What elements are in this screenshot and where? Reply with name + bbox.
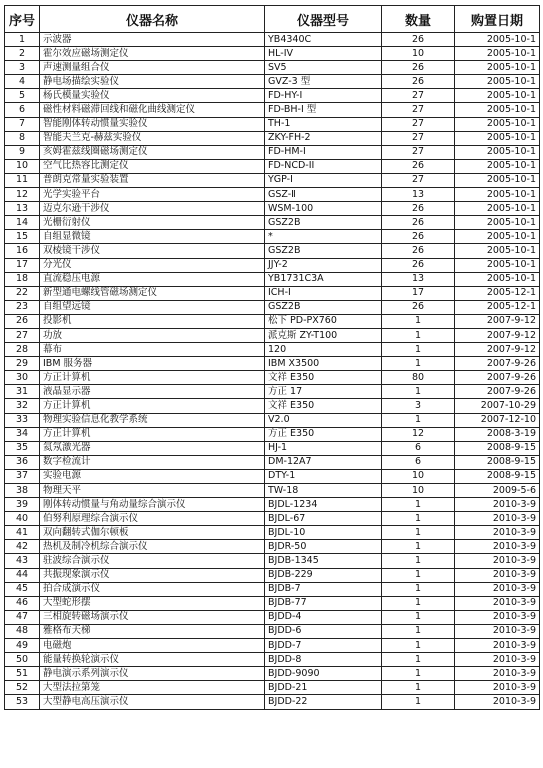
cell-instrument-name: 数字检流计	[40, 455, 265, 469]
cell-quantity: 6	[382, 455, 455, 469]
cell-instrument-model: GSZ2B	[265, 244, 382, 258]
cell-quantity: 1	[382, 357, 455, 371]
cell-serial-number: 22	[5, 286, 40, 300]
cell-quantity: 1	[382, 653, 455, 667]
cell-quantity: 1	[382, 582, 455, 596]
cell-quantity: 13	[382, 272, 455, 286]
cell-purchase-date: 2007-9-26	[455, 385, 540, 399]
cell-instrument-name: 智能刚体转动惯量实验仪	[40, 117, 265, 131]
cell-quantity: 27	[382, 173, 455, 187]
cell-quantity: 3	[382, 399, 455, 413]
cell-instrument-name: 亥姆霍兹线圈磁场测定仪	[40, 145, 265, 159]
cell-serial-number: 47	[5, 610, 40, 624]
cell-purchase-date: 2005-10-1	[455, 33, 540, 47]
cell-instrument-name: 直流稳压电源	[40, 272, 265, 286]
cell-instrument-name: 伯努利原理综合演示仪	[40, 512, 265, 526]
cell-serial-number: 42	[5, 540, 40, 554]
cell-purchase-date: 2010-3-9	[455, 667, 540, 681]
cell-instrument-model: BJDB-77	[265, 596, 382, 610]
cell-instrument-model: 松下 PD-PX760	[265, 314, 382, 328]
cell-serial-number: 2	[5, 47, 40, 61]
table-row	[5, 385, 540, 399]
table-row	[5, 188, 540, 202]
cell-instrument-model: DM-12A7	[265, 455, 382, 469]
cell-instrument-model: TH-1	[265, 117, 382, 131]
cell-quantity: 26	[382, 75, 455, 89]
cell-serial-number: 5	[5, 89, 40, 103]
cell-instrument-name: 氦氖激光器	[40, 441, 265, 455]
cell-purchase-date: 2010-3-9	[455, 554, 540, 568]
cell-instrument-model: BJDL-67	[265, 512, 382, 526]
cell-quantity: 12	[382, 427, 455, 441]
cell-instrument-model: YGP-Ⅰ	[265, 173, 382, 187]
table-row	[5, 145, 540, 159]
cell-instrument-name: 示波器	[40, 33, 265, 47]
table-row	[5, 230, 540, 244]
cell-purchase-date: 2005-10-1	[455, 47, 540, 61]
cell-instrument-model: V2.0	[265, 413, 382, 427]
cell-quantity: 1	[382, 667, 455, 681]
cell-instrument-name: 声速测量组合仪	[40, 61, 265, 75]
cell-instrument-model: FD-HM-I	[265, 145, 382, 159]
header-row	[5, 6, 540, 33]
cell-purchase-date: 2010-3-9	[455, 653, 540, 667]
cell-purchase-date: 2010-3-9	[455, 610, 540, 624]
table-row	[5, 554, 540, 568]
cell-serial-number: 11	[5, 173, 40, 187]
cell-instrument-model: GSZ2B	[265, 216, 382, 230]
cell-instrument-name: 光栅衍射仪	[40, 216, 265, 230]
cell-instrument-model: WSM-100	[265, 202, 382, 216]
cell-quantity: 27	[382, 145, 455, 159]
cell-purchase-date: 2009-5-6	[455, 484, 540, 498]
cell-instrument-model: ICH-Ⅰ	[265, 286, 382, 300]
cell-serial-number: 51	[5, 667, 40, 681]
cell-quantity: 1	[382, 413, 455, 427]
cell-serial-number: 15	[5, 230, 40, 244]
cell-serial-number: 3	[5, 61, 40, 75]
cell-instrument-name: 双向翻转式伽尔顿板	[40, 526, 265, 540]
table-row	[5, 47, 540, 61]
cell-instrument-name: 磁性材料磁滞回线和磁化曲线测定仪	[40, 103, 265, 117]
cell-instrument-model: 120	[265, 343, 382, 357]
cell-serial-number: 34	[5, 427, 40, 441]
cell-instrument-name: 空气比热容比测定仪	[40, 159, 265, 173]
table-row	[5, 300, 540, 314]
cell-instrument-model: HJ-1	[265, 441, 382, 455]
cell-instrument-name: 大型静电高压演示仪	[40, 695, 265, 709]
table-row	[5, 371, 540, 385]
cell-serial-number: 9	[5, 145, 40, 159]
cell-instrument-name: 智能夫兰克-赫兹实验仪	[40, 131, 265, 145]
cell-instrument-model: BJDD-6	[265, 624, 382, 638]
cell-quantity: 26	[382, 300, 455, 314]
cell-purchase-date: 2010-3-9	[455, 568, 540, 582]
cell-serial-number: 13	[5, 202, 40, 216]
cell-serial-number: 46	[5, 596, 40, 610]
cell-instrument-name: IBM 服务器	[40, 357, 265, 371]
table-row	[5, 244, 540, 258]
header-serial-number: 序号	[5, 6, 40, 33]
cell-instrument-name: 分光仪	[40, 258, 265, 272]
cell-purchase-date: 2005-10-1	[455, 159, 540, 173]
header-quantity: 数量	[382, 6, 455, 33]
cell-serial-number: 16	[5, 244, 40, 258]
cell-purchase-date: 2010-3-9	[455, 512, 540, 526]
cell-serial-number: 29	[5, 357, 40, 371]
cell-instrument-model: YB1731C3A	[265, 272, 382, 286]
table-row	[5, 272, 540, 286]
table-row	[5, 568, 540, 582]
table-row	[5, 103, 540, 117]
cell-purchase-date: 2005-12-1	[455, 286, 540, 300]
cell-instrument-model: 派克斯 ZY-T100	[265, 328, 382, 342]
cell-instrument-name: 自组显微镜	[40, 230, 265, 244]
cell-instrument-model: BJDL-1234	[265, 498, 382, 512]
cell-instrument-model: BJDD-4	[265, 610, 382, 624]
cell-instrument-name: 大型蛇形摆	[40, 596, 265, 610]
header-instrument-name: 仪器名称	[40, 6, 265, 33]
cell-instrument-model: JJY-2	[265, 258, 382, 272]
cell-serial-number: 53	[5, 695, 40, 709]
cell-serial-number: 28	[5, 343, 40, 357]
cell-quantity: 1	[382, 639, 455, 653]
cell-quantity: 1	[382, 498, 455, 512]
cell-instrument-name: 能量转换轮演示仪	[40, 653, 265, 667]
cell-instrument-model: 方正 17	[265, 385, 382, 399]
cell-purchase-date: 2005-10-1	[455, 244, 540, 258]
cell-instrument-name: 幕布	[40, 343, 265, 357]
cell-serial-number: 40	[5, 512, 40, 526]
cell-quantity: 10	[382, 484, 455, 498]
cell-instrument-model: 方正 E350	[265, 427, 382, 441]
cell-instrument-model: BJDB-229	[265, 568, 382, 582]
cell-serial-number: 30	[5, 371, 40, 385]
cell-instrument-name: 液晶显示器	[40, 385, 265, 399]
cell-purchase-date: 2005-10-1	[455, 131, 540, 145]
cell-quantity: 1	[382, 568, 455, 582]
cell-quantity: 26	[382, 216, 455, 230]
cell-serial-number: 50	[5, 653, 40, 667]
cell-instrument-name: 杨氏模量实验仪	[40, 89, 265, 103]
cell-instrument-name: 迈克尔逊干涉仪	[40, 202, 265, 216]
cell-quantity: 1	[382, 512, 455, 526]
table-row	[5, 484, 540, 498]
cell-quantity: 1	[382, 328, 455, 342]
cell-instrument-model: IBM X3500	[265, 357, 382, 371]
cell-instrument-name: 光学实验平台	[40, 188, 265, 202]
table-row	[5, 653, 540, 667]
table-row	[5, 582, 540, 596]
cell-purchase-date: 2005-10-1	[455, 61, 540, 75]
cell-serial-number: 26	[5, 314, 40, 328]
table-row	[5, 159, 540, 173]
cell-serial-number: 44	[5, 568, 40, 582]
cell-instrument-name: 物理天平	[40, 484, 265, 498]
table-row	[5, 117, 540, 131]
cell-serial-number: 48	[5, 624, 40, 638]
cell-instrument-name: 方正计算机	[40, 399, 265, 413]
cell-instrument-model: BJDD-9090	[265, 667, 382, 681]
cell-purchase-date: 2010-3-9	[455, 681, 540, 695]
cell-purchase-date: 2008-9-15	[455, 455, 540, 469]
cell-purchase-date: 2005-10-1	[455, 173, 540, 187]
cell-purchase-date: 2007-9-12	[455, 314, 540, 328]
cell-instrument-model: 文祥 E350	[265, 399, 382, 413]
cell-instrument-name: 静电场描绘实验仪	[40, 75, 265, 89]
table-row	[5, 610, 540, 624]
table-header	[5, 6, 540, 33]
instrument-inventory-table	[4, 5, 540, 710]
cell-instrument-name: 驻波综合演示仪	[40, 554, 265, 568]
cell-instrument-model: BJDD-8	[265, 653, 382, 667]
cell-quantity: 6	[382, 441, 455, 455]
cell-quantity: 1	[382, 596, 455, 610]
table-row	[5, 343, 540, 357]
table-row	[5, 328, 540, 342]
table-row	[5, 131, 540, 145]
cell-instrument-model: BJDD-21	[265, 681, 382, 695]
cell-quantity: 27	[382, 131, 455, 145]
cell-instrument-model: HL-IV	[265, 47, 382, 61]
cell-quantity: 26	[382, 258, 455, 272]
cell-instrument-model: TW-18	[265, 484, 382, 498]
cell-instrument-name: 投影机	[40, 314, 265, 328]
cell-purchase-date: 2005-12-1	[455, 300, 540, 314]
cell-serial-number: 8	[5, 131, 40, 145]
cell-quantity: 1	[382, 526, 455, 540]
cell-quantity: 1	[382, 343, 455, 357]
cell-serial-number: 36	[5, 455, 40, 469]
cell-serial-number: 4	[5, 75, 40, 89]
table-row	[5, 258, 540, 272]
cell-quantity: 1	[382, 695, 455, 709]
cell-purchase-date: 2008-3-19	[455, 427, 540, 441]
cell-serial-number: 10	[5, 159, 40, 173]
cell-instrument-model: GSZ2B	[265, 300, 382, 314]
cell-quantity: 1	[382, 610, 455, 624]
cell-instrument-model: ZKY-FH-2	[265, 131, 382, 145]
cell-purchase-date: 2005-10-1	[455, 89, 540, 103]
cell-instrument-model: FD-BH-I 型	[265, 103, 382, 117]
cell-serial-number: 27	[5, 328, 40, 342]
cell-serial-number: 17	[5, 258, 40, 272]
cell-instrument-name: 物理实验信息化教学系统	[40, 413, 265, 427]
cell-serial-number: 35	[5, 441, 40, 455]
cell-instrument-model: *	[265, 230, 382, 244]
cell-instrument-model: BJDD-22	[265, 695, 382, 709]
table-row	[5, 61, 540, 75]
cell-quantity: 1	[382, 681, 455, 695]
cell-quantity: 10	[382, 47, 455, 61]
cell-purchase-date: 2007-10-29	[455, 399, 540, 413]
cell-quantity: 26	[382, 230, 455, 244]
cell-serial-number: 23	[5, 300, 40, 314]
cell-quantity: 1	[382, 314, 455, 328]
cell-serial-number: 49	[5, 639, 40, 653]
table-row	[5, 667, 540, 681]
table-row	[5, 498, 540, 512]
cell-instrument-model: DTY-1	[265, 469, 382, 483]
table-row	[5, 624, 540, 638]
cell-purchase-date: 2008-9-15	[455, 441, 540, 455]
cell-instrument-model: BJDB-1345	[265, 554, 382, 568]
cell-quantity: 1	[382, 624, 455, 638]
cell-serial-number: 38	[5, 484, 40, 498]
cell-serial-number: 1	[5, 33, 40, 47]
cell-quantity: 17	[382, 286, 455, 300]
cell-instrument-model: SV5	[265, 61, 382, 75]
table-row	[5, 286, 540, 300]
cell-instrument-name: 雅格布天梯	[40, 624, 265, 638]
cell-purchase-date: 2007-9-12	[455, 328, 540, 342]
table-body	[5, 33, 540, 710]
cell-serial-number: 14	[5, 216, 40, 230]
cell-instrument-model: YB4340C	[265, 33, 382, 47]
cell-serial-number: 12	[5, 188, 40, 202]
cell-instrument-name: 共振现象演示仪	[40, 568, 265, 582]
cell-instrument-name: 双棱镜干涉仪	[40, 244, 265, 258]
header-instrument-model: 仪器型号	[265, 6, 382, 33]
cell-quantity: 13	[382, 188, 455, 202]
cell-instrument-name: 普朗克常量实验装置	[40, 173, 265, 187]
cell-quantity: 26	[382, 244, 455, 258]
cell-instrument-model: GSZ-Ⅱ	[265, 188, 382, 202]
cell-instrument-name: 实验电源	[40, 469, 265, 483]
cell-instrument-name: 三相旋转磁场演示仪	[40, 610, 265, 624]
table-row	[5, 540, 540, 554]
cell-instrument-name: 新型通电螺线管磁场测定仪	[40, 286, 265, 300]
cell-serial-number: 39	[5, 498, 40, 512]
cell-purchase-date: 2005-10-1	[455, 272, 540, 286]
table-row	[5, 681, 540, 695]
cell-instrument-name: 拍合成演示仪	[40, 582, 265, 596]
cell-purchase-date: 2010-3-9	[455, 624, 540, 638]
cell-quantity: 26	[382, 202, 455, 216]
cell-purchase-date: 2007-9-26	[455, 371, 540, 385]
cell-purchase-date: 2005-10-1	[455, 145, 540, 159]
cell-purchase-date: 2010-3-9	[455, 639, 540, 653]
cell-serial-number: 33	[5, 413, 40, 427]
cell-purchase-date: 2005-10-1	[455, 216, 540, 230]
cell-instrument-model: BJDB-7	[265, 582, 382, 596]
cell-purchase-date: 2007-9-26	[455, 357, 540, 371]
cell-instrument-model: BJDL-10	[265, 526, 382, 540]
cell-quantity: 26	[382, 159, 455, 173]
cell-instrument-model: BJDD-7	[265, 639, 382, 653]
table-row	[5, 526, 540, 540]
cell-purchase-date: 2005-10-1	[455, 75, 540, 89]
cell-purchase-date: 2010-3-9	[455, 695, 540, 709]
cell-quantity: 27	[382, 117, 455, 131]
cell-instrument-model: 文祥 E350	[265, 371, 382, 385]
cell-serial-number: 32	[5, 399, 40, 413]
cell-purchase-date: 2005-10-1	[455, 188, 540, 202]
cell-purchase-date: 2007-9-12	[455, 343, 540, 357]
cell-purchase-date: 2007-12-10	[455, 413, 540, 427]
table-row	[5, 427, 540, 441]
cell-instrument-model: BJDR-50	[265, 540, 382, 554]
table-row	[5, 75, 540, 89]
cell-serial-number: 43	[5, 554, 40, 568]
cell-serial-number: 18	[5, 272, 40, 286]
cell-serial-number: 41	[5, 526, 40, 540]
cell-serial-number: 52	[5, 681, 40, 695]
table-row	[5, 596, 540, 610]
cell-purchase-date: 2010-3-9	[455, 596, 540, 610]
table-row	[5, 314, 540, 328]
cell-quantity: 80	[382, 371, 455, 385]
cell-serial-number: 6	[5, 103, 40, 117]
cell-serial-number: 7	[5, 117, 40, 131]
cell-instrument-name: 霍尔效应磁场测定仪	[40, 47, 265, 61]
cell-quantity: 27	[382, 103, 455, 117]
cell-instrument-name: 方正计算机	[40, 371, 265, 385]
cell-quantity: 1	[382, 540, 455, 554]
cell-purchase-date: 2005-10-1	[455, 202, 540, 216]
cell-instrument-model: FD-HY-I	[265, 89, 382, 103]
cell-purchase-date: 2010-3-9	[455, 540, 540, 554]
cell-purchase-date: 2005-10-1	[455, 258, 540, 272]
header-purchase-date: 购置日期	[455, 6, 540, 33]
cell-quantity: 27	[382, 89, 455, 103]
cell-quantity: 10	[382, 469, 455, 483]
cell-instrument-name: 自组望远镜	[40, 300, 265, 314]
cell-instrument-name: 大型法拉第笼	[40, 681, 265, 695]
cell-serial-number: 37	[5, 469, 40, 483]
cell-instrument-name: 功放	[40, 328, 265, 342]
cell-instrument-name: 电磁炮	[40, 639, 265, 653]
table-row	[5, 173, 540, 187]
cell-purchase-date: 2005-10-1	[455, 230, 540, 244]
table-row	[5, 455, 540, 469]
table-row	[5, 469, 540, 483]
cell-quantity: 1	[382, 385, 455, 399]
cell-purchase-date: 2010-3-9	[455, 582, 540, 596]
cell-instrument-name: 热机及制冷机综合演示仪	[40, 540, 265, 554]
cell-instrument-name: 刚体转动惯量与角动量综合演示仪	[40, 498, 265, 512]
table-row	[5, 639, 540, 653]
table-row	[5, 216, 540, 230]
table-row	[5, 357, 540, 371]
table-row	[5, 202, 540, 216]
cell-purchase-date: 2010-3-9	[455, 498, 540, 512]
cell-serial-number: 31	[5, 385, 40, 399]
table-row	[5, 413, 540, 427]
cell-purchase-date: 2005-10-1	[455, 117, 540, 131]
cell-serial-number: 45	[5, 582, 40, 596]
table-row	[5, 89, 540, 103]
cell-purchase-date: 2005-10-1	[455, 103, 540, 117]
table-row	[5, 399, 540, 413]
cell-quantity: 26	[382, 61, 455, 75]
cell-instrument-name: 静电演示系列演示仪	[40, 667, 265, 681]
cell-instrument-model: FD-NCD-II	[265, 159, 382, 173]
cell-purchase-date: 2008-9-15	[455, 469, 540, 483]
cell-purchase-date: 2010-3-9	[455, 526, 540, 540]
cell-instrument-model: GVZ-3 型	[265, 75, 382, 89]
cell-quantity: 26	[382, 33, 455, 47]
table-row	[5, 33, 540, 47]
table-row	[5, 441, 540, 455]
table-row	[5, 512, 540, 526]
inventory-page	[4, 5, 539, 710]
cell-instrument-name: 方正计算机	[40, 427, 265, 441]
table-row	[5, 695, 540, 709]
cell-quantity: 1	[382, 554, 455, 568]
